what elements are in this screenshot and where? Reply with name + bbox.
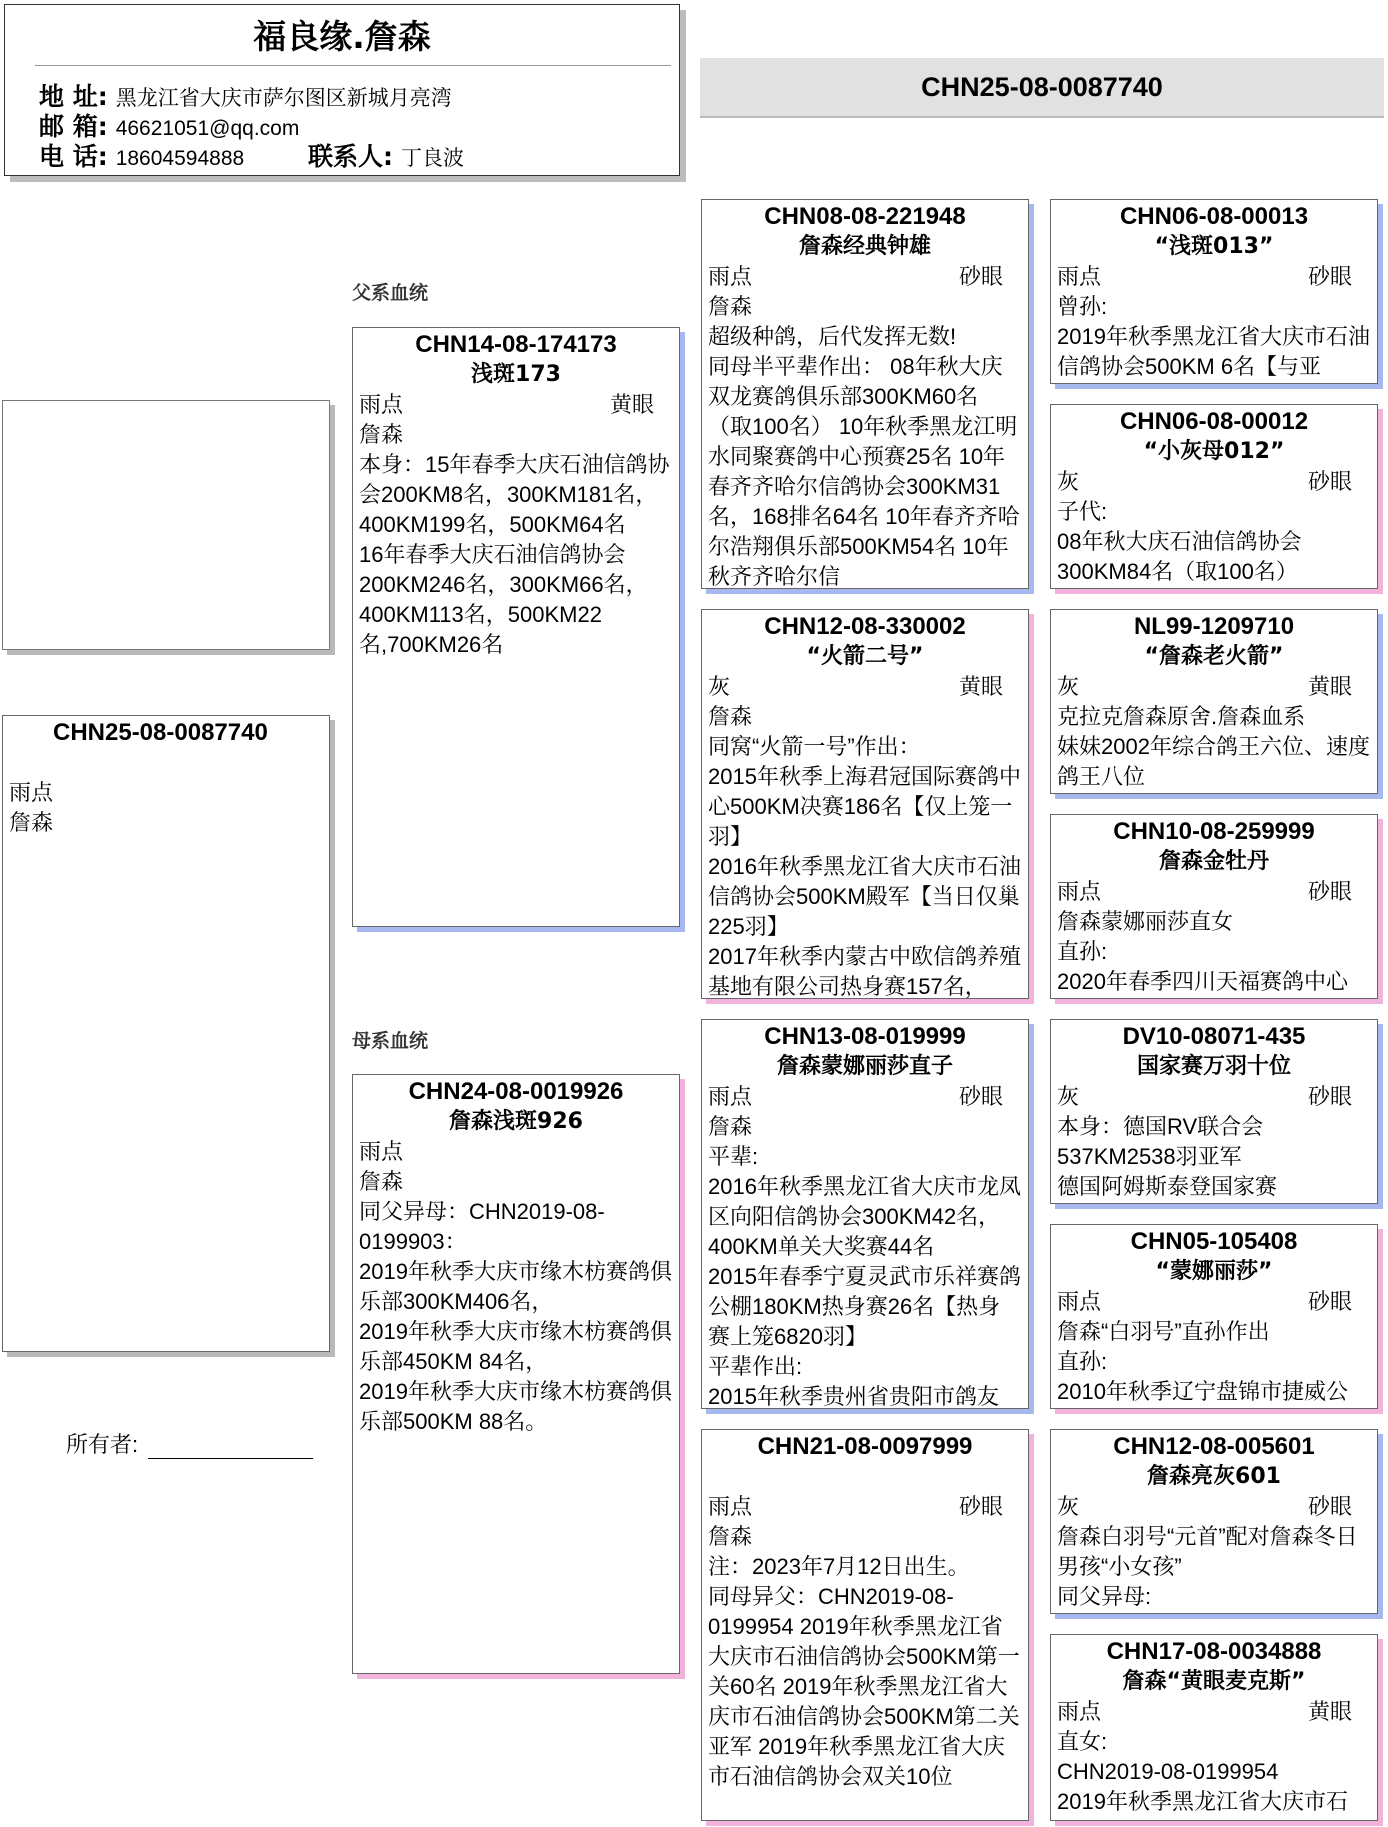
ring-number: CHN17-08-0034888 <box>1106 1638 1322 1665</box>
color: 雨点 <box>1057 1289 1102 1314</box>
notes <box>1051 1317 1377 1407</box>
attributes <box>702 1492 1028 1522</box>
breeder: 詹森 <box>359 422 404 447</box>
notes <box>1051 1727 1377 1817</box>
eye: 砂眼 <box>1307 1289 1352 1314</box>
granddam-paternal-card <box>701 609 1029 999</box>
note-line: 2015年秋季上海君冠国际赛鸽中心500KM决赛186名【仅上笼一羽】 <box>708 764 1021 849</box>
ring-number: CHN08-08-221948 <box>764 203 966 230</box>
color: 雨点 <box>1057 879 1102 904</box>
owner-label: 所有者: <box>66 1432 139 1457</box>
bird-name: 詹森经典钟雄 <box>798 234 931 259</box>
color: 雨点 <box>1057 1699 1102 1724</box>
color: 灰 <box>1057 674 1080 699</box>
note-line: 同母半平辈作出： 08年秋大庆双龙赛鸽俱乐部300KM60名（取100名） 10年秋季黑龙江明水同聚赛鸽中心预赛25名 10年春齐齐哈尔信鸽协会300KM31名，168排名64名 10年春齐齐哈尔浩翔俱乐部500KM54名 10年秋齐齐哈尔信 <box>708 354 1020 589</box>
divider <box>35 65 671 66</box>
notes <box>353 450 679 660</box>
note-line: 08年秋大庆石油信鸽协会300KM84名（取100名） <box>1057 529 1302 584</box>
color: 雨点 <box>359 392 404 417</box>
contact-value: 丁良波 <box>401 147 465 170</box>
note-line: 同父异母: <box>1057 1584 1152 1609</box>
address-label: 地 址: <box>39 82 108 111</box>
sire-section-label: 父系血统 <box>352 282 429 304</box>
dam-section-label: 母系血统 <box>352 1030 429 1052</box>
color: 雨点 <box>359 1139 404 1164</box>
notes <box>1051 1112 1377 1202</box>
note-line: 妹妹2002年综合鸽王六位、速度鸽王八位 <box>1057 734 1370 789</box>
bird-name: 詹森“黄眼麦克斯” <box>1122 1669 1306 1694</box>
ggp-card <box>1050 1224 1378 1409</box>
notes <box>702 732 1028 999</box>
bird-name: “浅斑013” <box>1154 234 1274 259</box>
bird-name: 詹森蒙娜丽莎直子 <box>776 1054 953 1079</box>
ggp-card <box>1050 609 1378 794</box>
eye: 砂眼 <box>1307 879 1352 904</box>
breeder: 詹森 <box>708 294 753 319</box>
note-line: 平辈: <box>708 1144 759 1169</box>
ring-number: CHN12-08-005601 <box>1113 1433 1315 1460</box>
notes <box>1051 497 1377 587</box>
color: 雨点 <box>708 264 753 289</box>
notes <box>702 1552 1028 1792</box>
attributes <box>353 390 679 420</box>
note-line: 2017年秋季内蒙古中欧信鸽养殖基地有限公司热身赛157名， <box>708 944 1021 999</box>
phone-value: 18604594888 <box>115 147 245 170</box>
bird-name <box>3 748 329 778</box>
ring-number: CHN12-08-330002 <box>764 613 966 640</box>
attributes <box>702 672 1028 702</box>
note-line: 同母异父：CHN2019-08-0199954 2019年秋季黑龙江省大庆市石油信鸽协会500KM第一关60名 2019年秋季黑龙江省大庆市石油信鸽协会500KM第二关亚军 2019年秋季黑龙江省大庆市石油信鸽协会双关10位 <box>708 1584 1020 1789</box>
eye: 黄眼 <box>1307 674 1352 699</box>
eye: 砂眼 <box>958 264 1003 289</box>
color: 灰 <box>1057 1494 1080 1519</box>
breeder: 詹森 <box>708 704 753 729</box>
eye: 砂眼 <box>958 1494 1003 1519</box>
ggp-card <box>1050 404 1378 589</box>
attributes <box>1051 1082 1377 1112</box>
address-row <box>39 83 452 113</box>
note-line: 直女: <box>1057 1729 1108 1754</box>
attributes <box>1051 1492 1377 1522</box>
grandsire-maternal-card <box>701 1019 1029 1409</box>
breeder: 詹森 <box>9 810 54 835</box>
notes <box>1051 907 1377 997</box>
color: 灰 <box>1057 469 1080 494</box>
breeder: 詹森 <box>359 1169 404 1194</box>
notes <box>702 1142 1028 1409</box>
note-line: 同父异母：CHN2019-08-0199903： <box>359 1199 605 1254</box>
note-line: CHN2019-08-0199954 <box>1057 1759 1279 1784</box>
note-line: 子代: <box>1057 499 1108 524</box>
ring-number: CHN25-08-0087740 <box>53 719 268 746</box>
eye: 砂眼 <box>1307 1084 1352 1109</box>
email-label: 邮 箱: <box>39 112 108 141</box>
ggp-card <box>1050 814 1378 999</box>
attributes <box>3 778 329 808</box>
eye: 砂眼 <box>1307 264 1352 289</box>
attributes <box>702 1082 1028 1112</box>
attributes <box>1051 467 1377 497</box>
eye: 砂眼 <box>958 1084 1003 1109</box>
note-line: 直孙: <box>1057 939 1108 964</box>
attributes <box>353 1137 679 1167</box>
note-line: 2019年秋季大庆市缘木枋赛鸽俱乐部500KM 88名。 <box>359 1379 672 1434</box>
ring-number: CHN05-105408 <box>1130 1228 1298 1255</box>
ggp-card <box>1050 199 1378 384</box>
owner-signature-line[interactable] <box>148 1436 313 1459</box>
ring-number: CHN06-08-00013 <box>1119 203 1309 230</box>
note-line: 超级种鸽，后代发挥无数! <box>708 324 957 349</box>
address-value: 黑龙江省大庆市萨尔图区新城月亮湾 <box>115 87 452 110</box>
bird-name: 詹森金牡丹 <box>1158 849 1269 874</box>
bird-name: 詹森亮灰601 <box>1147 1464 1281 1489</box>
attributes <box>1051 262 1377 292</box>
ggp-card <box>1050 1429 1378 1614</box>
note-line: 2019年秋季大庆市缘木枋赛鸽俱乐部300KM406名， <box>359 1259 672 1314</box>
attributes <box>1051 1287 1377 1317</box>
attributes <box>1051 672 1377 702</box>
bird-name: 国家赛万羽十位 <box>1136 1054 1291 1079</box>
email-row <box>39 113 299 143</box>
notes <box>353 1197 679 1437</box>
bird-name: “詹森老火箭” <box>1144 644 1284 669</box>
phone-label: 电 话: <box>39 142 108 171</box>
color: 雨点 <box>1057 264 1102 289</box>
bird-name: 浅斑173 <box>471 362 561 387</box>
attributes <box>1051 1697 1377 1727</box>
color: 雨点 <box>9 780 54 805</box>
note-line: 本身：德国RV联合会537KM2538羽亚军 <box>1057 1114 1264 1169</box>
color: 灰 <box>1057 1084 1080 1109</box>
email-value: 46621051@qq.com <box>115 117 300 140</box>
note-line: 2015年春季宁夏灵武市乐祥赛鸽公棚180KM热身赛26名【热身赛上笼6820羽】 <box>708 1264 1021 1349</box>
note-line: 直孙: <box>1057 1349 1108 1374</box>
subject-ring-bar: CHN25-08-0087740 <box>700 58 1384 116</box>
ggp-card <box>1050 1634 1378 1821</box>
notes <box>1051 1522 1377 1612</box>
note-line: 2016年秋季黑龙江省大庆市龙凤区向阳信鸽协会300KM42名，400KM单关大奖赛44名 <box>708 1174 1021 1259</box>
eye: 黄眼 <box>1307 1699 1352 1724</box>
grandsire-paternal-card <box>701 199 1029 589</box>
color: 灰 <box>708 674 731 699</box>
color: 雨点 <box>708 1494 753 1519</box>
eye: 黄眼 <box>958 674 1003 699</box>
eye: 砂眼 <box>1307 1494 1352 1519</box>
notes <box>1051 702 1377 792</box>
bird-name <box>702 1462 1028 1492</box>
bird-name: “火箭二号” <box>806 644 924 669</box>
note-line: 曾孙: <box>1057 294 1108 319</box>
ring-number: NL99-1209710 <box>1133 613 1295 640</box>
granddam-maternal-card <box>701 1429 1029 1821</box>
sire-card <box>352 327 680 927</box>
bird-name: “蒙娜丽莎” <box>1155 1259 1273 1284</box>
dam-card <box>352 1074 680 1674</box>
note-line: 2020年春季四川天福赛鸽中心 <box>1057 969 1348 994</box>
pigeon-photo-frame <box>2 400 330 650</box>
subject-card <box>2 715 330 1352</box>
note-line: 16年春季大庆石油信鸽协会200KM246名，300KM66名，400KM113名，500KM22名,700KM26名 <box>359 542 648 657</box>
eye: 黄眼 <box>609 392 654 417</box>
note-line: 德国阿姆斯泰登国家赛 <box>1057 1174 1278 1199</box>
note-line: 克拉克詹森原舍.詹森血系 <box>1057 704 1306 729</box>
contact-label: 联系人: <box>308 142 394 171</box>
notes <box>702 322 1028 589</box>
ring-number: CHN24-08-0019926 <box>408 1078 624 1105</box>
color: 雨点 <box>708 1084 753 1109</box>
ring-number: CHN13-08-019999 <box>764 1023 966 1050</box>
ring-number: CHN21-08-0097999 <box>757 1433 973 1460</box>
ring-number: CHN14-08-174173 <box>415 331 617 358</box>
note-line: 本身：15年春季大庆石油信鸽协会200KM8名，300KM181名，400KM199名，500KM64名 <box>359 452 670 537</box>
owner-field <box>66 1428 313 1459</box>
note-line: 平辈作出: <box>708 1354 803 1379</box>
ring-number: CHN10-08-259999 <box>1113 818 1315 845</box>
note-line: 2015年秋季贵州省贵阳市鸽友 <box>708 1384 999 1409</box>
note-line: 詹森“白羽号”直孙作出 <box>1057 1319 1270 1344</box>
ring-number: CHN06-08-00012 <box>1119 408 1309 435</box>
note-line: 詹森蒙娜丽莎直女 <box>1057 909 1234 934</box>
note-line: 2016年秋季黑龙江省大庆市石油信鸽协会500KM殿军【当日仅巢225羽】 <box>708 854 1021 939</box>
note-line: 2019年秋季大庆市缘木枋赛鸽俱乐部450KM 84名， <box>359 1319 672 1374</box>
note-line: 2019年秋季黑龙江省大庆市石 <box>1057 1789 1348 1814</box>
loft-info-card <box>4 4 680 176</box>
breeder: 詹森 <box>708 1524 753 1549</box>
note-line: 2010年秋季辽宁盘锦市捷威公 <box>1057 1379 1348 1404</box>
ggp-card <box>1050 1019 1378 1204</box>
note-line: 同窝“火箭一号”作出： <box>708 734 921 759</box>
notes <box>1051 292 1377 382</box>
note-line: 注：2023年7月12日出生。 <box>708 1554 970 1579</box>
eye: 砂眼 <box>1307 469 1352 494</box>
breeder: 詹森 <box>708 1114 753 1139</box>
note-line: 詹森白羽号“元首”配对詹森冬日男孩“小女孩” <box>1057 1524 1358 1579</box>
note-line: 2019年秋季黑龙江省大庆市石油信鸽协会500KM 6名【与亚 <box>1057 324 1370 379</box>
attributes <box>1051 877 1377 907</box>
bird-name: “小灰母012” <box>1143 439 1285 464</box>
bird-name: 詹森浅斑926 <box>449 1109 583 1134</box>
attributes <box>702 262 1028 292</box>
phone-row <box>39 143 464 173</box>
loft-title: 福良缘.詹森 <box>253 17 431 56</box>
ring-number: DV10-08071-435 <box>1122 1023 1306 1050</box>
